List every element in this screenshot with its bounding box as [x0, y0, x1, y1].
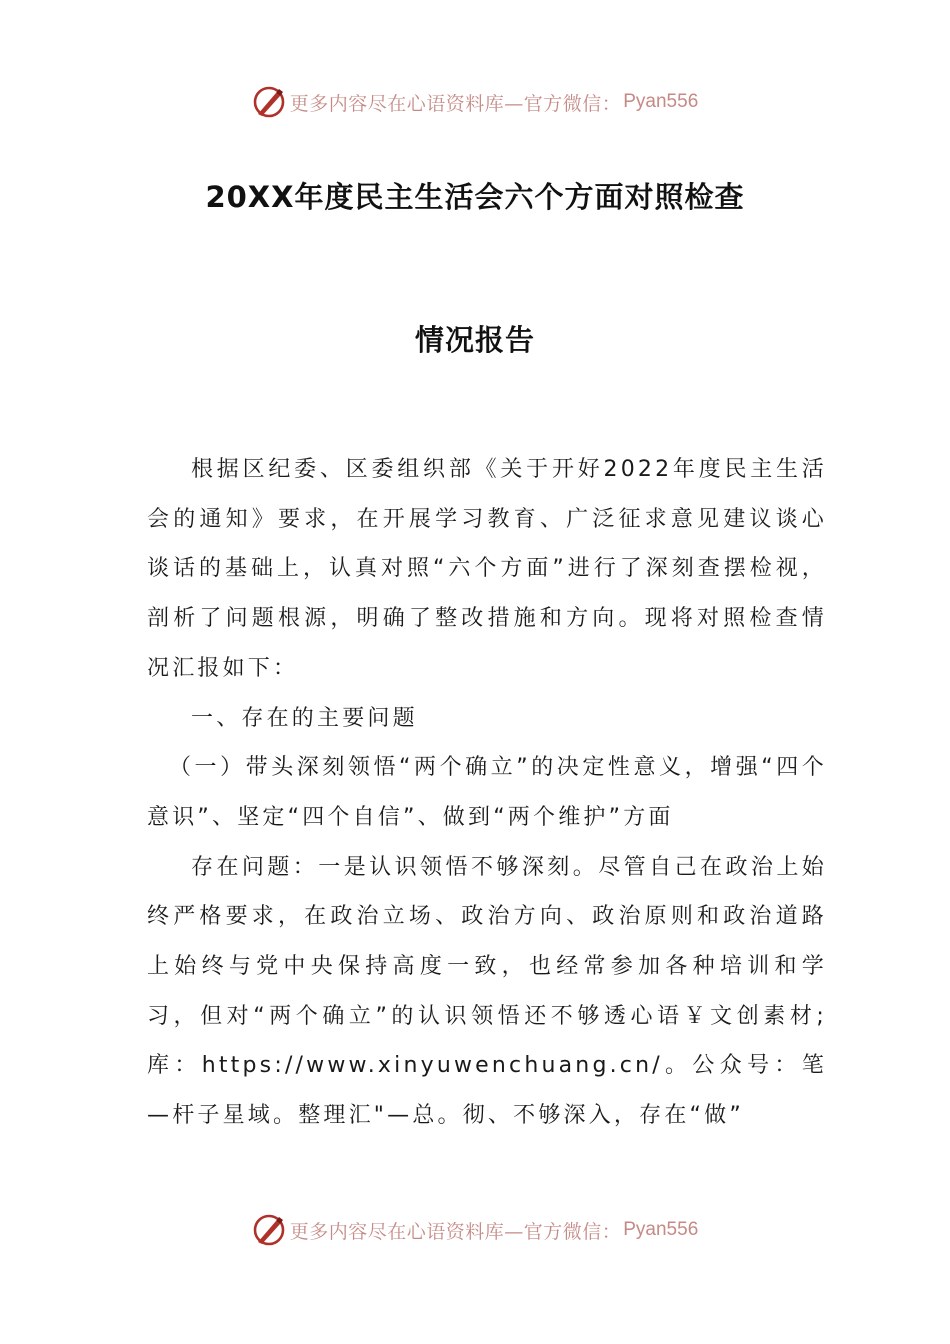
watermark-header	[0, 82, 950, 122]
intro-paragraph: 根据区纪委、区委组织部《关于开好2022年度民主生活会的通知》要求，在开展学习教育、广泛征求意见建议谈心谈话的基础上，认真对照“六个方面”进行了深刻查摆检视，剖析了问题根源，明确了整改措施和方向。现将对照检查情况汇报如下：	[147, 457, 827, 681]
pen-logo-icon	[252, 1213, 286, 1247]
section-heading: 一、存在的主要问题	[191, 705, 418, 731]
subsection-heading: （一）带头深刻领悟“两个确立”的决定性意义，增强“四个意识”、坚定“四个自信”、做到“两个维护”方面	[147, 755, 827, 830]
watermark-text: 更多内容尽在心语资料库—官方微信：	[289, 92, 622, 115]
document-title-line2: 情况报告	[414, 323, 535, 357]
document-title-line1: 20XX年度民主生活会六个方面对照检查	[205, 180, 745, 214]
watermark-footer	[0, 1210, 950, 1250]
watermark-wechat-id: Pyan556	[623, 91, 699, 112]
problem-paragraph: 存在问题：一是认识领悟不够深刻。尽管自己在政治上始终严格要求，在政治立场、政治方向、政治原则和政治道路上始终与党中央保持高度一致，也经常参加各种培训和学习，但对“两个确立”的认识领悟还不够透心语￥文创素材;库：https://www.xinyuwenchuang.cn/。公众号：笔—杆子星域。整理汇"—总。彻、不够深入，存在“做”	[147, 854, 827, 1129]
pen-logo-icon	[252, 85, 286, 119]
watermark-text: 更多内容尽在心语资料库—官方微信：	[289, 1220, 622, 1243]
document-body	[147, 445, 827, 1141]
watermark-wechat-id: Pyan556	[623, 1219, 699, 1240]
